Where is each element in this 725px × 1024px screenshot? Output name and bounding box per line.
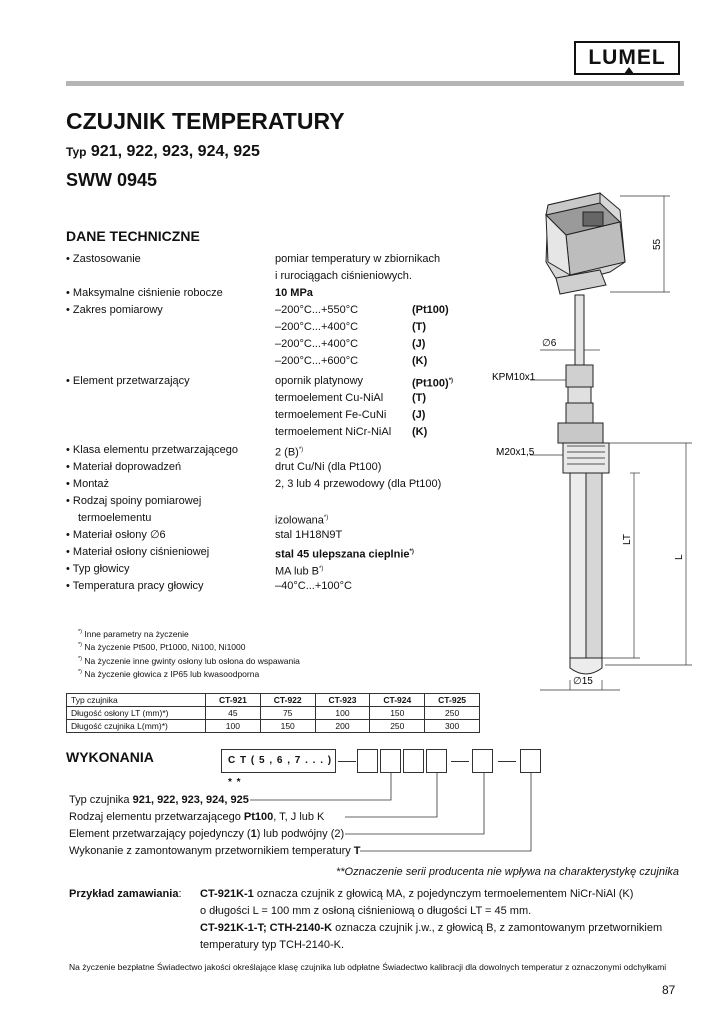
table-cell: 100 (206, 720, 261, 733)
order-line: Wykonanie z zamontowanym przetwornikiem temperatury T (69, 845, 361, 857)
range-type: (T) (412, 321, 427, 333)
range-value: –200°C...+400°C (275, 338, 359, 350)
page-title: CZUJNIK TEMPERATURY (66, 108, 345, 134)
order-line: Element przetwarzający pojedynczy (1) lub podwójny (2) (69, 828, 345, 840)
table-cell: 75 (260, 707, 315, 720)
kpm-label: KPM10x1 (492, 372, 536, 383)
table-cell: 250 (370, 720, 425, 733)
spec-value: stal 45 ulepszana cieplnie*) (275, 548, 414, 561)
example-label: Przykład zamawiania: (69, 888, 182, 900)
example-2-cont: temperatury typ TCH-2140-K. (200, 939, 345, 951)
footnote: *) Inne parametry na życzenie (78, 628, 189, 639)
table-header-cell: CT-921 (206, 694, 261, 707)
typ-prefix: Typ (66, 145, 87, 159)
element-name: termoelement Cu-NiAl (275, 392, 384, 404)
footnote: *) Na życzenie Pt500, Pt1000, Ni100, Ni1000 (78, 642, 246, 653)
range-value: –200°C...+400°C (275, 321, 359, 333)
spec-label: • Element przetwarzający (66, 375, 190, 387)
range-type: (K) (412, 355, 428, 367)
order-line: Typ czujnika 921, 922, 923, 924, 925 (69, 794, 249, 806)
footnote: *) Na życzenie inne gwinty osłony lub osłona do wspawania (78, 655, 300, 666)
spec-value: i rurociągach ciśnieniowych. (275, 270, 412, 282)
spec-label: • Montaż (66, 478, 109, 490)
table-header-cell: CT-924 (370, 694, 425, 707)
spec-label: • Klasa elementu przetwarzającego (66, 444, 238, 456)
series-note: **Oznaczenie serii producenta nie wpływa na charakterystykę czujnika (336, 866, 680, 878)
range-value: –200°C...+600°C (275, 355, 359, 367)
dim-15-label: ∅15 (573, 676, 593, 687)
example-1: CT-921K-1 oznacza czujnik z głowicą MA, z pojedynczym termoelementem NiCr-NiAl (K) (200, 888, 634, 900)
order-code-box: C T ( 5 , 6 , 7 . . . ) * * (221, 749, 336, 773)
spec-value: 2 (B)*) (275, 446, 304, 459)
element-type: (T) (412, 392, 427, 404)
spec-value: stal 1H18N9T (275, 529, 343, 541)
sww-code: SWW 0945 (66, 170, 158, 190)
spec-value: 10 MPa (275, 287, 313, 299)
element-type: (Pt100)*) (412, 377, 454, 390)
spec-label: • Rodzaj spoiny pomiarowej (66, 495, 202, 507)
dim-LT-label: LT (622, 534, 633, 545)
table-header-cell: CT-923 (315, 694, 370, 707)
table-cell: 200 (315, 720, 370, 733)
table-cell: 300 (425, 720, 480, 733)
table-header-cell: CT-922 (260, 694, 315, 707)
table-header-cell: CT-925 (425, 694, 480, 707)
element-type: (J) (412, 409, 426, 421)
table-cell: 100 (315, 707, 370, 720)
spec-value: drut Cu/Ni (dla Pt100) (275, 461, 382, 473)
spec-value: –40°C...+100°C (275, 580, 352, 592)
table-cell: 45 (206, 707, 261, 720)
example-2: CT-921K-1-T; CTH-2140-K oznacza czujnik j.w., z głowicą B, z zamontowanym przetwornikiem (200, 922, 663, 934)
spec-label: • Materiał osłony ciśnieniowej (66, 546, 210, 558)
example-1-cont: o długości L = 100 mm z osłoną ciśnieniową o długości LT = 45 mm. (200, 905, 532, 917)
spec-value: izolowana*) (275, 514, 329, 527)
spec-label: • Materiał doprowadzeń (66, 461, 182, 473)
element-name: termoelement NiCr-NiAl (275, 426, 392, 438)
spec-label: • Materiał osłony ∅6 (66, 529, 166, 541)
table-header-cell: Typ czujnika (67, 694, 206, 707)
order-line: Rodzaj elementu przetwarzającego Pt100, T, J lub K (69, 811, 325, 823)
page-number: 87 (662, 983, 676, 997)
spec-value: pomiar temperatury w zbiornikach (275, 253, 441, 265)
section-heading-tech: DANE TECHNICZNE (66, 228, 200, 244)
range-value: –200°C...+550°C (275, 304, 359, 316)
spec-label: • Zastosowanie (66, 253, 141, 265)
spec-label: • Maksymalne ciśnienie robocze (66, 287, 223, 299)
table-cell: 150 (260, 720, 315, 733)
table-cell: Długość osłony LT (mm)*) (67, 707, 206, 720)
m20-label: M20x1,5 (496, 447, 535, 458)
range-type: (Pt100) (412, 304, 449, 316)
typ-models: 921, 922, 923, 924, 925 (90, 143, 260, 160)
spec-label: • Typ głowicy (66, 563, 130, 575)
logo-text: LUMEL (588, 46, 666, 69)
footer-note: Na życzenie bezpłatne Świadectwo jakości określające klasę czujnika lub odpłatne Świadectwo kalibracji dla dowolnych temperatur z oznaczonymi odchyłkami (69, 962, 667, 972)
spec-label: termoelementu (78, 512, 152, 524)
table-cell: 250 (425, 707, 480, 720)
element-name: opornik platynowy (275, 375, 364, 387)
dim-L-label: L (674, 554, 685, 560)
dim-55-label: 55 (652, 238, 663, 250)
spec-label: • Temperatura pracy głowicy (66, 580, 204, 592)
element-type: (K) (412, 426, 428, 438)
element-name: termoelement Fe-CuNi (275, 409, 387, 421)
range-type: (J) (412, 338, 426, 350)
table-cell: 150 (370, 707, 425, 720)
spec-label: • Zakres pomiarowy (66, 304, 163, 316)
spec-value: 2, 3 lub 4 przewodowy (dla Pt100) (275, 478, 442, 490)
section-heading-wykonania: WYKONANIA (66, 749, 154, 765)
table-cell: Długość czujnika L(mm)*) (67, 720, 206, 733)
dim-6-label: ∅6 (542, 338, 557, 349)
footnote: *) Na życzenie głowica z IP65 lub kwasoodporna (78, 668, 260, 679)
spec-value: MA lub B*) (275, 565, 324, 578)
